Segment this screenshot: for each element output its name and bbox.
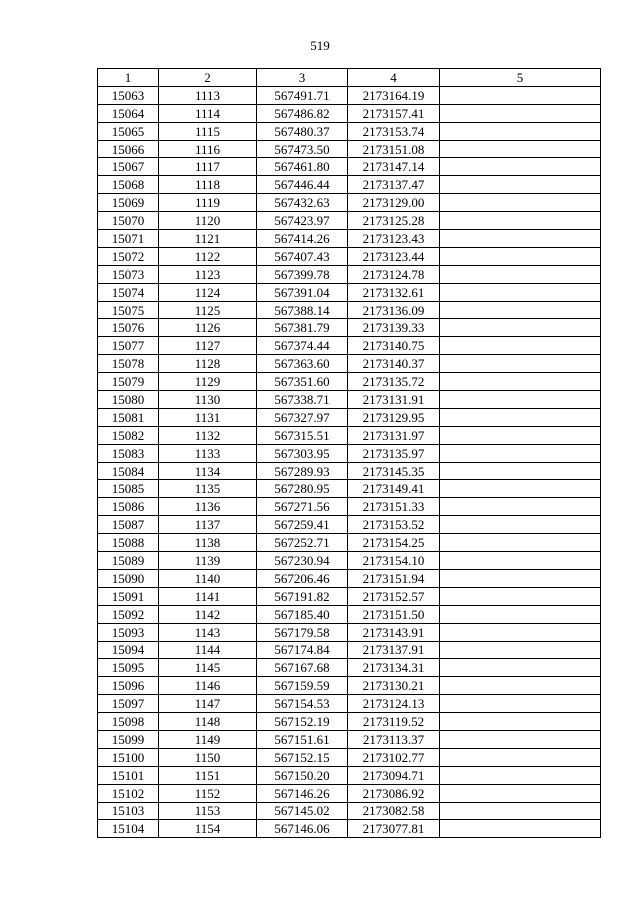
table-cell-col-1: 15064: [98, 104, 159, 122]
table-row: [98, 587, 601, 605]
table-cell-col-3: 567473.50: [257, 140, 348, 158]
table-cell-col-5: [440, 498, 601, 516]
table-cell-col-1: 15074: [98, 283, 159, 301]
table-cell-col-4: 2173123.43: [348, 230, 440, 248]
table-cell-col-2: 1128: [159, 355, 257, 373]
table-cell-col-5: [440, 319, 601, 337]
table-row: [98, 784, 601, 802]
table-row: [98, 140, 601, 158]
table-row: [98, 569, 601, 587]
table-row: [98, 283, 601, 301]
table-cell-col-3: 567179.58: [257, 623, 348, 641]
table-cell-col-4: 2173152.57: [348, 587, 440, 605]
table-cell-col-5: [440, 462, 601, 480]
table-cell-col-5: [440, 104, 601, 122]
table-cell-col-2: 1137: [159, 516, 257, 534]
table-cell-col-2: 1131: [159, 408, 257, 426]
table-row: [98, 265, 601, 283]
table-cell-col-1: 15092: [98, 605, 159, 623]
table-cell-col-4: 2173077.81: [348, 820, 440, 838]
table-cell-col-1: 15095: [98, 659, 159, 677]
table-cell-col-2: 1130: [159, 391, 257, 409]
column-header-4: 4: [348, 69, 440, 87]
table-cell-col-4: 2173125.28: [348, 212, 440, 230]
table-cell-col-2: 1129: [159, 373, 257, 391]
table-cell-col-5: [440, 587, 601, 605]
table-cell-col-5: [440, 283, 601, 301]
table-cell-col-3: 567363.60: [257, 355, 348, 373]
table-cell-col-4: 2173124.78: [348, 265, 440, 283]
table-cell-col-5: [440, 623, 601, 641]
table-cell-col-3: 567146.26: [257, 784, 348, 802]
table-cell-col-5: [440, 659, 601, 677]
table-cell-col-2: 1117: [159, 158, 257, 176]
table-cell-col-2: 1120: [159, 212, 257, 230]
table-cell-col-2: 1149: [159, 730, 257, 748]
table-cell-col-1: 15066: [98, 140, 159, 158]
table-cell-col-3: 567423.97: [257, 212, 348, 230]
table-cell-col-5: [440, 230, 601, 248]
table-cell-col-4: 2173154.10: [348, 552, 440, 570]
table-cell-col-3: 567461.80: [257, 158, 348, 176]
table-row: [98, 516, 601, 534]
table-cell-col-3: 567303.95: [257, 444, 348, 462]
table-row: [98, 802, 601, 820]
table-cell-col-5: [440, 444, 601, 462]
table-cell-col-3: 567446.44: [257, 176, 348, 194]
table-cell-col-1: 15084: [98, 462, 159, 480]
table-cell-col-4: 2173131.91: [348, 391, 440, 409]
table-cell-col-4: 2173124.13: [348, 695, 440, 713]
table-cell-col-4: 2173129.95: [348, 408, 440, 426]
table-cell-col-4: 2173102.77: [348, 748, 440, 766]
table-cell-col-3: 567407.43: [257, 247, 348, 265]
table-cell-col-1: 15068: [98, 176, 159, 194]
table-cell-col-1: 15077: [98, 337, 159, 355]
table-cell-col-5: [440, 677, 601, 695]
table-cell-col-2: 1123: [159, 265, 257, 283]
table-cell-col-4: 2173136.09: [348, 301, 440, 319]
table-row: [98, 748, 601, 766]
table-cell-col-3: 567388.14: [257, 301, 348, 319]
table-cell-col-2: 1118: [159, 176, 257, 194]
table-cell-col-3: 567480.37: [257, 122, 348, 140]
table-cell-col-1: 15103: [98, 802, 159, 820]
table-cell-col-3: 567432.63: [257, 194, 348, 212]
table-cell-col-1: 15088: [98, 534, 159, 552]
table-cell-col-4: 2173145.35: [348, 462, 440, 480]
table-cell-col-1: 15100: [98, 748, 159, 766]
table-cell-col-3: 567338.71: [257, 391, 348, 409]
table-row: [98, 104, 601, 122]
table-cell-col-3: 567191.82: [257, 587, 348, 605]
table-cell-col-5: [440, 265, 601, 283]
table-cell-col-5: [440, 480, 601, 498]
table-cell-col-5: [440, 713, 601, 731]
table-cell-col-4: 2173137.91: [348, 641, 440, 659]
table-cell-col-3: 567315.51: [257, 426, 348, 444]
table-cell-col-1: 15073: [98, 265, 159, 283]
table-cell-col-1: 15098: [98, 713, 159, 731]
table-cell-col-2: 1138: [159, 534, 257, 552]
table-row: [98, 391, 601, 409]
table-cell-col-3: 567491.71: [257, 86, 348, 104]
table-cell-col-4: 2173123.44: [348, 247, 440, 265]
table-cell-col-4: 2173094.71: [348, 766, 440, 784]
table-cell-col-4: 2173153.52: [348, 516, 440, 534]
table-row: [98, 623, 601, 641]
table-cell-col-2: 1139: [159, 552, 257, 570]
table-cell-col-5: [440, 301, 601, 319]
table-cell-col-2: 1114: [159, 104, 257, 122]
table-cell-col-5: [440, 730, 601, 748]
column-header-5: 5: [440, 69, 601, 87]
table-row: [98, 426, 601, 444]
table-cell-col-3: 567289.93: [257, 462, 348, 480]
table-cell-col-2: 1116: [159, 140, 257, 158]
table-row: [98, 641, 601, 659]
table-cell-col-4: 2173147.14: [348, 158, 440, 176]
table-cell-col-4: 2173119.52: [348, 713, 440, 731]
table-row: [98, 319, 601, 337]
table-cell-col-3: 567159.59: [257, 677, 348, 695]
table-cell-col-3: 567185.40: [257, 605, 348, 623]
table-cell-col-5: [440, 784, 601, 802]
table-cell-col-4: 2173113.37: [348, 730, 440, 748]
table-cell-col-4: 2173086.92: [348, 784, 440, 802]
table-cell-col-5: [440, 569, 601, 587]
table-cell-col-5: [440, 158, 601, 176]
table-row: [98, 659, 601, 677]
table-cell-col-3: 567152.19: [257, 713, 348, 731]
table-cell-col-3: 567351.60: [257, 373, 348, 391]
table-cell-col-3: 567151.61: [257, 730, 348, 748]
table-cell-col-1: 15094: [98, 641, 159, 659]
table-row: [98, 552, 601, 570]
table-row: [98, 408, 601, 426]
header-row: [98, 69, 601, 87]
table-row: [98, 462, 601, 480]
table-cell-col-1: 15063: [98, 86, 159, 104]
table-cell-col-5: [440, 641, 601, 659]
table-cell-col-3: 567230.94: [257, 552, 348, 570]
table-cell-col-1: 15076: [98, 319, 159, 337]
table-cell-col-5: [440, 194, 601, 212]
table-cell-col-2: 1124: [159, 283, 257, 301]
table-cell-col-4: 2173151.94: [348, 569, 440, 587]
table-cell-col-4: 2173151.33: [348, 498, 440, 516]
table-cell-col-2: 1132: [159, 426, 257, 444]
table-cell-col-2: 1133: [159, 444, 257, 462]
table-row: [98, 766, 601, 784]
table-cell-col-3: 567167.68: [257, 659, 348, 677]
table-cell-col-4: 2173140.37: [348, 355, 440, 373]
table-cell-col-4: 2173134.31: [348, 659, 440, 677]
table-cell-col-1: 15085: [98, 480, 159, 498]
table-cell-col-3: 567174.84: [257, 641, 348, 659]
table-cell-col-2: 1146: [159, 677, 257, 695]
table-row: [98, 498, 601, 516]
table-cell-col-2: 1152: [159, 784, 257, 802]
table-cell-col-2: 1143: [159, 623, 257, 641]
table-cell-col-4: 2173151.50: [348, 605, 440, 623]
table-cell-col-1: 15080: [98, 391, 159, 409]
table-cell-col-3: 567146.06: [257, 820, 348, 838]
table-cell-col-1: 15093: [98, 623, 159, 641]
table-cell-col-5: [440, 695, 601, 713]
table-cell-col-4: 2173137.47: [348, 176, 440, 194]
table-cell-col-3: 567391.04: [257, 283, 348, 301]
table-cell-col-5: [440, 426, 601, 444]
table-cell-col-2: 1141: [159, 587, 257, 605]
table-row: [98, 86, 601, 104]
table-row: [98, 337, 601, 355]
coordinates-table: [97, 68, 601, 838]
table-cell-col-4: 2173151.08: [348, 140, 440, 158]
table-cell-col-4: 2173143.91: [348, 623, 440, 641]
table-cell-col-5: [440, 605, 601, 623]
table-cell-col-3: 567154.53: [257, 695, 348, 713]
table-cell-col-1: 15099: [98, 730, 159, 748]
table-cell-col-3: 567399.78: [257, 265, 348, 283]
table-cell-col-1: 15069: [98, 194, 159, 212]
table-cell-col-2: 1148: [159, 713, 257, 731]
table-cell-col-1: 15081: [98, 408, 159, 426]
table-cell-col-5: [440, 176, 601, 194]
table-cell-col-3: 567152.15: [257, 748, 348, 766]
column-header-3: 3: [257, 69, 348, 87]
table-cell-col-3: 567259.41: [257, 516, 348, 534]
table-cell-col-1: 15091: [98, 587, 159, 605]
table-cell-col-5: [440, 391, 601, 409]
table-row: [98, 713, 601, 731]
table-cell-col-2: 1126: [159, 319, 257, 337]
table-cell-col-2: 1135: [159, 480, 257, 498]
table-row: [98, 301, 601, 319]
column-header-1: 1: [98, 69, 159, 87]
table-cell-col-5: [440, 766, 601, 784]
table-cell-col-5: [440, 534, 601, 552]
table-cell-col-5: [440, 86, 601, 104]
table-cell-col-4: 2173082.58: [348, 802, 440, 820]
table-cell-col-4: 2173129.00: [348, 194, 440, 212]
table-cell-col-4: 2173135.72: [348, 373, 440, 391]
table-cell-col-2: 1115: [159, 122, 257, 140]
table-cell-col-3: 567206.46: [257, 569, 348, 587]
table-cell-col-3: 567271.56: [257, 498, 348, 516]
table-cell-col-2: 1140: [159, 569, 257, 587]
table-cell-col-4: 2173132.61: [348, 283, 440, 301]
table-cell-col-4: 2173157.41: [348, 104, 440, 122]
table-row: [98, 730, 601, 748]
table-cell-col-2: 1151: [159, 766, 257, 784]
table-cell-col-1: 15078: [98, 355, 159, 373]
table-cell-col-1: 15082: [98, 426, 159, 444]
table-cell-col-4: 2173131.97: [348, 426, 440, 444]
table-cell-col-4: 2173140.75: [348, 337, 440, 355]
table-cell-col-4: 2173164.19: [348, 86, 440, 104]
table-cell-col-1: 15087: [98, 516, 159, 534]
table-row: [98, 230, 601, 248]
table-cell-col-2: 1150: [159, 748, 257, 766]
table-cell-col-5: [440, 802, 601, 820]
table-cell-col-1: 15104: [98, 820, 159, 838]
table-cell-col-3: 567414.26: [257, 230, 348, 248]
table-row: [98, 212, 601, 230]
table-cell-col-4: 2173154.25: [348, 534, 440, 552]
table-cell-col-3: 567374.44: [257, 337, 348, 355]
table-row: [98, 355, 601, 373]
table-cell-col-2: 1127: [159, 337, 257, 355]
table-cell-col-5: [440, 140, 601, 158]
table-cell-col-2: 1113: [159, 86, 257, 104]
table-cell-col-5: [440, 552, 601, 570]
table-cell-col-4: 2173139.33: [348, 319, 440, 337]
table-cell-col-1: 15075: [98, 301, 159, 319]
table-cell-col-1: 15070: [98, 212, 159, 230]
table-body: [98, 86, 601, 837]
table-cell-col-2: 1125: [159, 301, 257, 319]
table-cell-col-5: [440, 212, 601, 230]
table-cell-col-5: [440, 122, 601, 140]
table-cell-col-1: 15065: [98, 122, 159, 140]
table-cell-col-5: [440, 247, 601, 265]
table-cell-col-5: [440, 337, 601, 355]
table-cell-col-1: 15079: [98, 373, 159, 391]
table-row: [98, 176, 601, 194]
table-cell-col-3: 567381.79: [257, 319, 348, 337]
table-row: [98, 247, 601, 265]
table-cell-col-1: 15086: [98, 498, 159, 516]
table-cell-col-1: 15083: [98, 444, 159, 462]
table-cell-col-2: 1147: [159, 695, 257, 713]
table-cell-col-4: 2173153.74: [348, 122, 440, 140]
table-cell-col-2: 1122: [159, 247, 257, 265]
table-cell-col-4: 2173130.21: [348, 677, 440, 695]
table-cell-col-5: [440, 355, 601, 373]
table-cell-col-1: 15096: [98, 677, 159, 695]
table-cell-col-4: 2173149.41: [348, 480, 440, 498]
table-cell-col-1: 15067: [98, 158, 159, 176]
table-cell-col-2: 1142: [159, 605, 257, 623]
table-row: [98, 695, 601, 713]
table-row: [98, 677, 601, 695]
column-header-2: 2: [159, 69, 257, 87]
table-cell-col-2: 1145: [159, 659, 257, 677]
table-row: [98, 605, 601, 623]
table-cell-col-2: 1134: [159, 462, 257, 480]
table-cell-col-1: 15071: [98, 230, 159, 248]
table-cell-col-2: 1154: [159, 820, 257, 838]
table-cell-col-1: 15101: [98, 766, 159, 784]
table-cell-col-1: 15072: [98, 247, 159, 265]
table-cell-col-5: [440, 373, 601, 391]
table-cell-col-3: 567327.97: [257, 408, 348, 426]
table-cell-col-5: [440, 516, 601, 534]
table-cell-col-1: 15097: [98, 695, 159, 713]
table-row: [98, 194, 601, 212]
page-number: 519: [310, 38, 330, 53]
table-row: [98, 373, 601, 391]
table-cell-col-3: 567280.95: [257, 480, 348, 498]
table-header: [98, 69, 601, 87]
table-row: [98, 444, 601, 462]
table-row: [98, 122, 601, 140]
table-cell-col-1: 15102: [98, 784, 159, 802]
table-cell-col-1: 15090: [98, 569, 159, 587]
table-cell-col-1: 15089: [98, 552, 159, 570]
table-cell-col-5: [440, 408, 601, 426]
table-cell-col-4: 2173135.97: [348, 444, 440, 462]
table-row: [98, 820, 601, 838]
table-cell-col-5: [440, 748, 601, 766]
table-cell-col-2: 1119: [159, 194, 257, 212]
table-row: [98, 534, 601, 552]
table-cell-col-2: 1153: [159, 802, 257, 820]
table-cell-col-2: 1136: [159, 498, 257, 516]
table-cell-col-3: 567145.02: [257, 802, 348, 820]
table-cell-col-2: 1144: [159, 641, 257, 659]
table-cell-col-2: 1121: [159, 230, 257, 248]
table-cell-col-3: 567252.71: [257, 534, 348, 552]
table-row: [98, 480, 601, 498]
table-cell-col-3: 567150.20: [257, 766, 348, 784]
table-cell-col-3: 567486.82: [257, 104, 348, 122]
table-row: [98, 158, 601, 176]
table-cell-col-5: [440, 820, 601, 838]
